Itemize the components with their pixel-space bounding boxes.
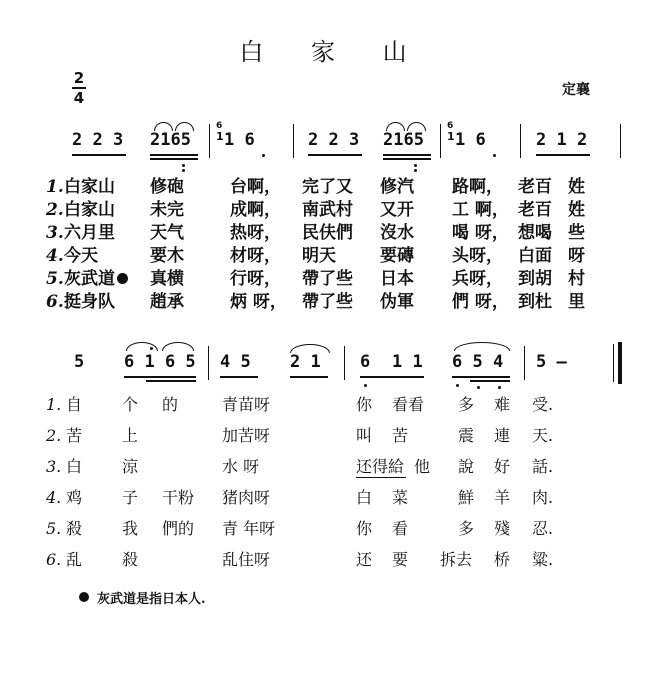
- lyric-line: [0, 456, 666, 478]
- note-group: 1 1: [392, 352, 423, 372]
- note-group: 2 2 3: [308, 130, 360, 150]
- underline: [452, 376, 510, 378]
- lyric-text: 肉.: [532, 488, 554, 507]
- key-label: 定襄: [562, 82, 590, 98]
- slur: [126, 342, 158, 351]
- lyric-text: 到杜: [518, 292, 552, 312]
- underline: [150, 154, 198, 156]
- bar-line: [520, 124, 521, 158]
- lyric-text: 鸡: [66, 488, 83, 507]
- verse-number: 5.: [46, 519, 62, 538]
- lyric-text: 村: [568, 269, 585, 289]
- footnote: [78, 588, 206, 607]
- verse-number: 4.: [46, 246, 64, 266]
- note-group: 2165: [150, 130, 191, 150]
- lyric-text: 里: [568, 292, 585, 312]
- slur: [162, 342, 194, 351]
- lyric-text: 拆去: [440, 550, 473, 569]
- lyric-text: 說: [458, 457, 475, 476]
- lyric-text: 涼: [122, 457, 139, 476]
- lyric-text: 又开: [380, 200, 414, 220]
- lyric-line: [0, 291, 666, 313]
- lyric-text: 沒水: [380, 223, 414, 243]
- underline: [150, 158, 198, 160]
- underline: [470, 380, 510, 382]
- lyric-text: 你: [356, 519, 373, 538]
- note-group: 1 6: [455, 130, 486, 150]
- note-group: 6: [360, 352, 371, 372]
- lyric-text: 姓: [568, 177, 585, 197]
- underline: [146, 380, 196, 382]
- grace-note: 6: [447, 121, 454, 131]
- lyric-text: 殺: [66, 519, 83, 538]
- footnote-text: 灰武道是指日本人.: [97, 592, 206, 607]
- lyric-text: 苦: [392, 426, 409, 445]
- lyric-text: 难: [494, 395, 511, 414]
- lyric-line: [0, 245, 666, 267]
- lyric-text: 多: [458, 395, 475, 414]
- note-group: 2 2 3: [72, 130, 124, 150]
- lyric-text: 六月里: [64, 223, 115, 243]
- bar-line: [208, 346, 209, 380]
- lyric-text: 今天: [64, 246, 98, 266]
- lyric-text: 完了又: [302, 177, 353, 197]
- lyric-text: 殺: [122, 550, 139, 569]
- octave-dot: [262, 154, 265, 157]
- bar-line: [209, 124, 210, 158]
- underline: [290, 376, 328, 378]
- verse-number: 6.: [46, 550, 62, 569]
- lyric-text: 白面: [518, 246, 552, 266]
- lyric-text: 你: [356, 395, 373, 414]
- lyric-text: 老百: [518, 177, 552, 197]
- lyric-text: 話.: [532, 457, 554, 476]
- bar-line: [613, 344, 614, 382]
- lyric-text: 头呀，: [452, 246, 503, 266]
- verse-number: 6.: [46, 292, 64, 312]
- song-title: 白 家 山: [239, 38, 427, 66]
- lyric-text: 明天: [302, 246, 336, 266]
- note-group: 5: [74, 352, 85, 372]
- lyric-text: 苦: [66, 426, 83, 445]
- lyric-text: 成啊，: [230, 200, 281, 220]
- lyric-text: 个: [122, 395, 139, 414]
- lyric-text: 姓: [568, 200, 585, 220]
- octave-dot: [364, 384, 367, 387]
- slur: [175, 122, 194, 131]
- lyric-line: [0, 549, 666, 571]
- lyric-text: 天.: [532, 426, 554, 445]
- lyric-text: 真横: [150, 269, 184, 289]
- verse-number: 4.: [46, 488, 62, 507]
- note-group: 5 –: [536, 352, 567, 372]
- lyric-text: 要木: [150, 246, 184, 266]
- underline: [308, 154, 362, 156]
- note-group: 6 1 6 5: [124, 352, 196, 372]
- lyric-text: 猪肉呀: [222, 488, 271, 507]
- underline: [356, 477, 406, 478]
- lyric-text: 材呀，: [230, 246, 281, 266]
- lyric-text: 热呀，: [230, 223, 281, 243]
- lyric-text: 民伕們: [302, 223, 353, 243]
- lyric-text: 自: [66, 395, 83, 414]
- underline: [383, 158, 431, 160]
- lyric-text: 路啊，: [452, 177, 503, 197]
- note-group: 2 1 2: [536, 130, 588, 150]
- lyric-text: 南武村: [302, 200, 353, 220]
- lyric-text: 乱: [66, 550, 83, 569]
- lyric-text: 們 呀，: [452, 292, 509, 312]
- lyric-line: [0, 518, 666, 540]
- underline: [124, 376, 196, 378]
- notation-row-1: [0, 116, 666, 172]
- verse-number: 3.: [46, 223, 64, 243]
- grace-mark: 1: [447, 130, 455, 143]
- octave-dot: [182, 169, 185, 172]
- lyric-text: 上: [122, 426, 139, 445]
- lyric-text: 忍.: [532, 519, 554, 538]
- final-bar-line: [618, 342, 622, 384]
- lyric-text: 灰武道: [64, 269, 115, 289]
- lyric-line: [0, 487, 666, 509]
- lyric-text: 要磚: [380, 246, 414, 266]
- lyric-text: 鮮: [458, 488, 475, 507]
- lyric-text: 看: [392, 519, 409, 538]
- octave-dot: [150, 347, 153, 350]
- verse-number: 3.: [46, 457, 62, 476]
- slur: [290, 344, 330, 353]
- lyric-text: 殘: [494, 519, 511, 538]
- lyric-text: 羊: [494, 488, 511, 507]
- note-group: 6 5 4: [452, 352, 504, 372]
- lyric-text: 子: [122, 488, 139, 507]
- lyric-text: 到胡: [518, 269, 552, 289]
- lyric-text: 帶了些: [302, 269, 353, 289]
- lyric-text: 白: [66, 457, 83, 476]
- lyric-text: 青 年呀: [222, 519, 276, 538]
- lyric-text: 水 呀: [222, 457, 260, 476]
- time-signature-top: 2: [73, 69, 85, 87]
- lyric-text: 老百: [518, 200, 552, 220]
- lyric-text: 青苗呀: [222, 395, 271, 414]
- lyric-text: 加苦呀: [222, 426, 271, 445]
- lyric-text: 修汽: [380, 177, 414, 197]
- lyric-text: 叫: [356, 426, 373, 445]
- lyric-text: 多: [458, 519, 475, 538]
- lyric-text: 受.: [532, 395, 554, 414]
- bar-line: [344, 346, 345, 380]
- note-group: 1 6: [224, 130, 255, 150]
- lyric-text: 台啊，: [230, 177, 281, 197]
- lyric-line: [0, 222, 666, 244]
- lyric-text: 炳 呀，: [230, 292, 287, 312]
- octave-dot: [182, 164, 185, 167]
- lyric-line: [0, 394, 666, 416]
- lyric-text: 白: [356, 488, 373, 507]
- lyric-text: 帶了些: [302, 292, 353, 312]
- lyric-text: 乱住呀: [222, 550, 271, 569]
- lyric-text: 挺身队: [64, 292, 115, 312]
- octave-dot: [498, 386, 501, 389]
- lyric-text: 的: [162, 395, 179, 414]
- lyric-text: 修砲: [150, 177, 184, 197]
- lyric-text: 震: [458, 426, 475, 445]
- underline: [383, 154, 431, 156]
- lyric-text: 白家山: [64, 200, 115, 220]
- lyric-text: 还: [356, 550, 373, 569]
- lyric-line: [0, 425, 666, 447]
- lyric-text: 我: [122, 519, 139, 538]
- underline: [536, 154, 590, 156]
- notation-row-2: [0, 338, 666, 394]
- verse-number: 2.: [46, 426, 62, 445]
- lyric-text: 白家山: [64, 177, 115, 197]
- lyric-line: [0, 268, 666, 290]
- verse-number: 2.: [46, 200, 64, 220]
- lyric-text: 行呀，: [230, 269, 281, 289]
- note-group: 2165: [383, 130, 424, 150]
- note-group: 4 5: [220, 352, 251, 372]
- slur: [407, 122, 426, 131]
- note-group: 2 1: [290, 352, 321, 372]
- slur: [454, 342, 510, 351]
- bar-line: [524, 346, 525, 380]
- lyric-text: 粱.: [532, 550, 554, 569]
- verse-number: 1.: [46, 395, 62, 414]
- lyric-text: 們的: [162, 519, 195, 538]
- lyric-text: 未完: [150, 200, 184, 220]
- bar-line: [440, 124, 441, 158]
- lyric-text: 桥: [494, 550, 511, 569]
- underline: [360, 376, 424, 378]
- octave-dot: [414, 169, 417, 172]
- lyric-text: 看看: [392, 395, 425, 414]
- underline: [220, 376, 258, 378]
- lyric-text: 兵呀，: [452, 269, 503, 289]
- octave-dot: [456, 384, 459, 387]
- lyric-text: 呀: [568, 246, 585, 266]
- bar-line: [293, 124, 294, 158]
- lyric-line: [0, 199, 666, 221]
- underline: [72, 154, 126, 156]
- verse-number: 1.: [46, 177, 64, 197]
- lyric-text: 好: [494, 457, 511, 476]
- octave-dot: [493, 154, 496, 157]
- lyric-text: 天气: [150, 223, 184, 243]
- lyric-text: 連: [494, 426, 511, 445]
- lyric-text: 干粉: [162, 488, 195, 507]
- octave-dot: [477, 386, 480, 389]
- time-signature-bottom: 4: [73, 89, 85, 107]
- lyric-line: [0, 176, 666, 198]
- footnote-marker-icon: [117, 273, 128, 284]
- lyric-text: 菜: [392, 488, 409, 507]
- lyric-text: 日本: [380, 269, 414, 289]
- bar-line: [620, 124, 621, 158]
- lyric-text: 喝 呀，: [452, 223, 509, 243]
- slur: [154, 122, 173, 131]
- lyric-text: 工 啊，: [452, 200, 509, 220]
- verse-number: 5.: [46, 269, 64, 289]
- lyric-text: 还得給: [356, 457, 405, 476]
- octave-dot: [414, 164, 417, 167]
- footnote-marker-icon: [79, 592, 89, 602]
- lyric-text: 伪軍: [380, 292, 414, 312]
- lyric-text: 些: [568, 223, 585, 243]
- lyric-text: 想喝: [518, 223, 552, 243]
- slur: [386, 122, 405, 131]
- lyric-text: 要: [392, 550, 409, 569]
- lyric-text: 他: [414, 457, 431, 476]
- grace-note: 6: [216, 121, 223, 131]
- time-signature: [72, 70, 86, 106]
- lyric-text: 趙承: [150, 292, 184, 312]
- grace-mark: 1: [216, 130, 224, 143]
